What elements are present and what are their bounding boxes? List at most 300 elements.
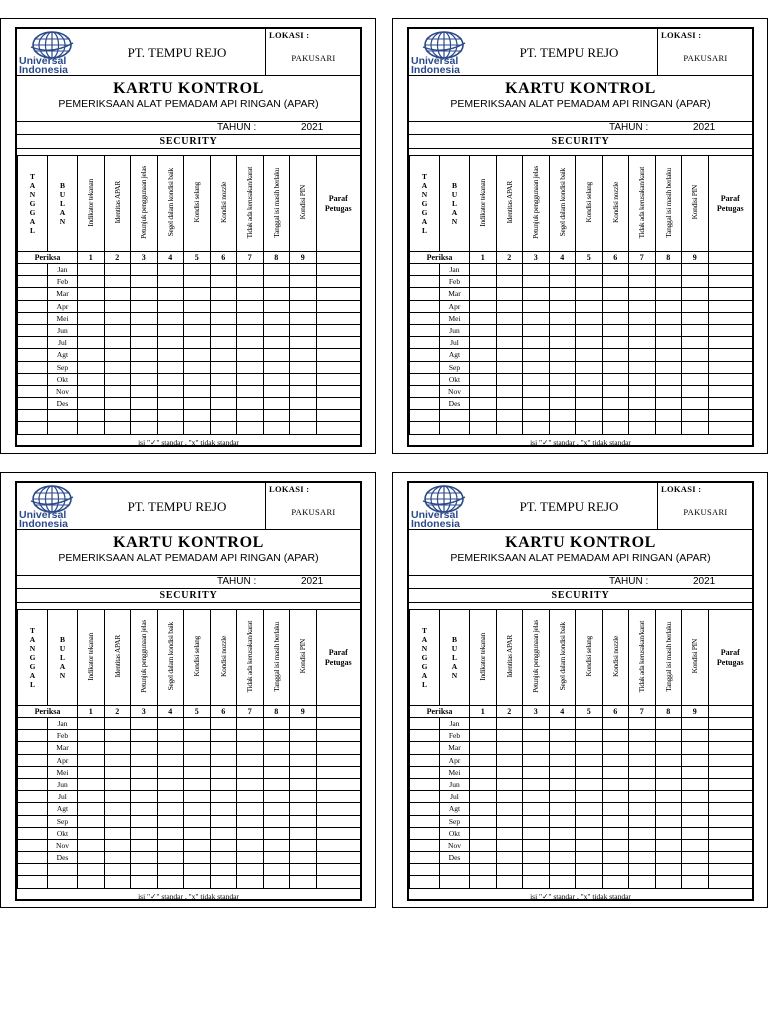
check-cell[interactable] bbox=[104, 876, 131, 888]
check-cell[interactable] bbox=[655, 385, 682, 397]
paraf-cell[interactable] bbox=[708, 778, 753, 790]
check-cell[interactable] bbox=[131, 288, 158, 300]
check-cell[interactable] bbox=[184, 864, 211, 876]
check-cell[interactable] bbox=[602, 373, 629, 385]
check-cell[interactable] bbox=[104, 288, 131, 300]
tanggal-cell[interactable] bbox=[18, 398, 48, 410]
check-cell[interactable] bbox=[184, 766, 211, 778]
check-cell[interactable] bbox=[523, 754, 550, 766]
check-cell[interactable] bbox=[602, 337, 629, 349]
check-cell[interactable] bbox=[237, 766, 264, 778]
check-cell[interactable] bbox=[290, 398, 317, 410]
paraf-cell[interactable] bbox=[316, 288, 361, 300]
check-cell[interactable] bbox=[496, 349, 523, 361]
check-cell[interactable] bbox=[470, 373, 497, 385]
paraf-cell[interactable] bbox=[708, 754, 753, 766]
check-cell[interactable] bbox=[237, 718, 264, 730]
check-cell[interactable] bbox=[290, 718, 317, 730]
check-cell[interactable] bbox=[470, 410, 497, 422]
tanggal-cell[interactable] bbox=[18, 815, 48, 827]
check-cell[interactable] bbox=[131, 766, 158, 778]
check-cell[interactable] bbox=[655, 373, 682, 385]
tanggal-cell[interactable] bbox=[410, 349, 440, 361]
check-cell[interactable] bbox=[549, 422, 576, 434]
check-cell[interactable] bbox=[184, 324, 211, 336]
check-cell[interactable] bbox=[602, 827, 629, 839]
paraf-cell[interactable] bbox=[316, 742, 361, 754]
check-cell[interactable] bbox=[655, 839, 682, 851]
check-cell[interactable] bbox=[237, 730, 264, 742]
check-cell[interactable] bbox=[157, 337, 184, 349]
paraf-cell[interactable] bbox=[316, 410, 361, 422]
check-cell[interactable] bbox=[602, 742, 629, 754]
check-cell[interactable] bbox=[104, 422, 131, 434]
check-cell[interactable] bbox=[184, 742, 211, 754]
check-cell[interactable] bbox=[523, 312, 550, 324]
check-cell[interactable] bbox=[629, 754, 656, 766]
check-cell[interactable] bbox=[629, 349, 656, 361]
check-cell[interactable] bbox=[629, 876, 656, 888]
check-cell[interactable] bbox=[184, 300, 211, 312]
tanggal-cell[interactable] bbox=[18, 827, 48, 839]
tanggal-cell[interactable] bbox=[410, 300, 440, 312]
check-cell[interactable] bbox=[496, 422, 523, 434]
check-cell[interactable] bbox=[184, 803, 211, 815]
tanggal-cell[interactable] bbox=[18, 361, 48, 373]
check-cell[interactable] bbox=[290, 349, 317, 361]
check-cell[interactable] bbox=[290, 754, 317, 766]
tanggal-cell[interactable] bbox=[410, 276, 440, 288]
check-cell[interactable] bbox=[523, 766, 550, 778]
check-cell[interactable] bbox=[104, 324, 131, 336]
check-cell[interactable] bbox=[210, 803, 237, 815]
check-cell[interactable] bbox=[78, 422, 105, 434]
check-cell[interactable] bbox=[104, 718, 131, 730]
tanggal-cell[interactable] bbox=[18, 766, 48, 778]
check-cell[interactable] bbox=[629, 778, 656, 790]
check-cell[interactable] bbox=[184, 827, 211, 839]
check-cell[interactable] bbox=[237, 778, 264, 790]
check-cell[interactable] bbox=[237, 742, 264, 754]
check-cell[interactable] bbox=[576, 766, 603, 778]
check-cell[interactable] bbox=[549, 754, 576, 766]
check-cell[interactable] bbox=[629, 312, 656, 324]
check-cell[interactable] bbox=[576, 385, 603, 397]
paraf-cell[interactable] bbox=[316, 718, 361, 730]
check-cell[interactable] bbox=[602, 300, 629, 312]
check-cell[interactable] bbox=[104, 864, 131, 876]
paraf-cell[interactable] bbox=[316, 276, 361, 288]
check-cell[interactable] bbox=[655, 324, 682, 336]
check-cell[interactable] bbox=[290, 864, 317, 876]
tanggal-cell[interactable] bbox=[410, 815, 440, 827]
check-cell[interactable] bbox=[576, 852, 603, 864]
check-cell[interactable] bbox=[78, 361, 105, 373]
check-cell[interactable] bbox=[290, 766, 317, 778]
check-cell[interactable] bbox=[290, 852, 317, 864]
tanggal-cell[interactable] bbox=[410, 398, 440, 410]
check-cell[interactable] bbox=[131, 337, 158, 349]
check-cell[interactable] bbox=[470, 852, 497, 864]
check-cell[interactable] bbox=[523, 276, 550, 288]
check-cell[interactable] bbox=[157, 876, 184, 888]
check-cell[interactable] bbox=[549, 815, 576, 827]
check-cell[interactable] bbox=[523, 742, 550, 754]
paraf-cell[interactable] bbox=[708, 373, 753, 385]
check-cell[interactable] bbox=[496, 288, 523, 300]
paraf-cell[interactable] bbox=[708, 803, 753, 815]
tanggal-cell[interactable] bbox=[410, 373, 440, 385]
check-cell[interactable] bbox=[470, 778, 497, 790]
check-cell[interactable] bbox=[470, 815, 497, 827]
paraf-cell[interactable] bbox=[316, 766, 361, 778]
check-cell[interactable] bbox=[682, 864, 709, 876]
check-cell[interactable] bbox=[78, 803, 105, 815]
check-cell[interactable] bbox=[131, 349, 158, 361]
check-cell[interactable] bbox=[290, 410, 317, 422]
check-cell[interactable] bbox=[157, 766, 184, 778]
check-cell[interactable] bbox=[602, 778, 629, 790]
tanggal-cell[interactable] bbox=[18, 839, 48, 851]
check-cell[interactable] bbox=[523, 827, 550, 839]
check-cell[interactable] bbox=[237, 827, 264, 839]
check-cell[interactable] bbox=[290, 373, 317, 385]
check-cell[interactable] bbox=[237, 288, 264, 300]
paraf-cell[interactable] bbox=[708, 815, 753, 827]
check-cell[interactable] bbox=[157, 827, 184, 839]
paraf-cell[interactable] bbox=[708, 839, 753, 851]
check-cell[interactable] bbox=[629, 815, 656, 827]
check-cell[interactable] bbox=[629, 718, 656, 730]
check-cell[interactable] bbox=[157, 422, 184, 434]
check-cell[interactable] bbox=[157, 754, 184, 766]
check-cell[interactable] bbox=[602, 839, 629, 851]
check-cell[interactable] bbox=[184, 398, 211, 410]
check-cell[interactable] bbox=[576, 803, 603, 815]
check-cell[interactable] bbox=[470, 385, 497, 397]
check-cell[interactable] bbox=[157, 864, 184, 876]
check-cell[interactable] bbox=[290, 827, 317, 839]
check-cell[interactable] bbox=[78, 324, 105, 336]
check-cell[interactable] bbox=[78, 742, 105, 754]
check-cell[interactable] bbox=[682, 876, 709, 888]
check-cell[interactable] bbox=[263, 361, 290, 373]
check-cell[interactable] bbox=[237, 839, 264, 851]
check-cell[interactable] bbox=[237, 791, 264, 803]
check-cell[interactable] bbox=[655, 264, 682, 276]
paraf-cell[interactable] bbox=[708, 312, 753, 324]
check-cell[interactable] bbox=[655, 766, 682, 778]
check-cell[interactable] bbox=[629, 422, 656, 434]
check-cell[interactable] bbox=[655, 730, 682, 742]
check-cell[interactable] bbox=[263, 349, 290, 361]
check-cell[interactable] bbox=[131, 791, 158, 803]
check-cell[interactable] bbox=[496, 312, 523, 324]
check-cell[interactable] bbox=[682, 324, 709, 336]
check-cell[interactable] bbox=[210, 324, 237, 336]
tanggal-cell[interactable] bbox=[18, 718, 48, 730]
paraf-cell[interactable] bbox=[708, 730, 753, 742]
check-cell[interactable] bbox=[104, 791, 131, 803]
check-cell[interactable] bbox=[210, 288, 237, 300]
check-cell[interactable] bbox=[131, 385, 158, 397]
check-cell[interactable] bbox=[523, 864, 550, 876]
check-cell[interactable] bbox=[496, 373, 523, 385]
paraf-cell[interactable] bbox=[708, 864, 753, 876]
check-cell[interactable] bbox=[210, 754, 237, 766]
check-cell[interactable] bbox=[602, 385, 629, 397]
check-cell[interactable] bbox=[629, 791, 656, 803]
check-cell[interactable] bbox=[682, 803, 709, 815]
check-cell[interactable] bbox=[470, 754, 497, 766]
check-cell[interactable] bbox=[78, 264, 105, 276]
check-cell[interactable] bbox=[576, 324, 603, 336]
check-cell[interactable] bbox=[549, 718, 576, 730]
check-cell[interactable] bbox=[470, 288, 497, 300]
check-cell[interactable] bbox=[131, 876, 158, 888]
check-cell[interactable] bbox=[131, 742, 158, 754]
check-cell[interactable] bbox=[576, 288, 603, 300]
check-cell[interactable] bbox=[210, 742, 237, 754]
check-cell[interactable] bbox=[682, 754, 709, 766]
paraf-cell[interactable] bbox=[708, 349, 753, 361]
check-cell[interactable] bbox=[290, 324, 317, 336]
check-cell[interactable] bbox=[78, 337, 105, 349]
check-cell[interactable] bbox=[263, 288, 290, 300]
check-cell[interactable] bbox=[263, 730, 290, 742]
check-cell[interactable] bbox=[655, 742, 682, 754]
tanggal-cell[interactable] bbox=[18, 385, 48, 397]
paraf-cell[interactable] bbox=[708, 791, 753, 803]
check-cell[interactable] bbox=[576, 876, 603, 888]
check-cell[interactable] bbox=[470, 312, 497, 324]
check-cell[interactable] bbox=[290, 803, 317, 815]
tanggal-cell[interactable] bbox=[410, 361, 440, 373]
check-cell[interactable] bbox=[210, 264, 237, 276]
check-cell[interactable] bbox=[470, 276, 497, 288]
check-cell[interactable] bbox=[655, 778, 682, 790]
tanggal-cell[interactable] bbox=[410, 324, 440, 336]
check-cell[interactable] bbox=[290, 839, 317, 851]
check-cell[interactable] bbox=[104, 803, 131, 815]
check-cell[interactable] bbox=[157, 276, 184, 288]
tanggal-cell[interactable] bbox=[18, 410, 48, 422]
check-cell[interactable] bbox=[78, 718, 105, 730]
check-cell[interactable] bbox=[496, 398, 523, 410]
check-cell[interactable] bbox=[78, 876, 105, 888]
check-cell[interactable] bbox=[470, 398, 497, 410]
paraf-cell[interactable] bbox=[708, 827, 753, 839]
check-cell[interactable] bbox=[104, 312, 131, 324]
check-cell[interactable] bbox=[78, 398, 105, 410]
check-cell[interactable] bbox=[290, 385, 317, 397]
check-cell[interactable] bbox=[496, 337, 523, 349]
check-cell[interactable] bbox=[131, 361, 158, 373]
check-cell[interactable] bbox=[523, 300, 550, 312]
check-cell[interactable] bbox=[496, 324, 523, 336]
check-cell[interactable] bbox=[210, 778, 237, 790]
check-cell[interactable] bbox=[184, 385, 211, 397]
check-cell[interactable] bbox=[629, 839, 656, 851]
check-cell[interactable] bbox=[210, 337, 237, 349]
check-cell[interactable] bbox=[576, 791, 603, 803]
check-cell[interactable] bbox=[210, 385, 237, 397]
check-cell[interactable] bbox=[78, 730, 105, 742]
paraf-cell[interactable] bbox=[708, 264, 753, 276]
check-cell[interactable] bbox=[470, 791, 497, 803]
check-cell[interactable] bbox=[184, 276, 211, 288]
check-cell[interactable] bbox=[290, 312, 317, 324]
tanggal-cell[interactable] bbox=[410, 385, 440, 397]
check-cell[interactable] bbox=[78, 766, 105, 778]
check-cell[interactable] bbox=[104, 742, 131, 754]
tanggal-cell[interactable] bbox=[410, 422, 440, 434]
check-cell[interactable] bbox=[263, 742, 290, 754]
tanggal-cell[interactable] bbox=[18, 312, 48, 324]
check-cell[interactable] bbox=[131, 300, 158, 312]
check-cell[interactable] bbox=[655, 349, 682, 361]
check-cell[interactable] bbox=[237, 373, 264, 385]
check-cell[interactable] bbox=[184, 288, 211, 300]
check-cell[interactable] bbox=[263, 312, 290, 324]
check-cell[interactable] bbox=[210, 410, 237, 422]
check-cell[interactable] bbox=[210, 864, 237, 876]
check-cell[interactable] bbox=[629, 864, 656, 876]
paraf-cell[interactable] bbox=[316, 252, 361, 264]
check-cell[interactable] bbox=[184, 312, 211, 324]
check-cell[interactable] bbox=[655, 398, 682, 410]
paraf-cell[interactable] bbox=[316, 827, 361, 839]
tanggal-cell[interactable] bbox=[18, 300, 48, 312]
check-cell[interactable] bbox=[470, 361, 497, 373]
check-cell[interactable] bbox=[290, 337, 317, 349]
check-cell[interactable] bbox=[263, 839, 290, 851]
tanggal-cell[interactable] bbox=[410, 827, 440, 839]
check-cell[interactable] bbox=[210, 766, 237, 778]
paraf-cell[interactable] bbox=[708, 742, 753, 754]
check-cell[interactable] bbox=[602, 288, 629, 300]
tanggal-cell[interactable] bbox=[410, 778, 440, 790]
check-cell[interactable] bbox=[496, 361, 523, 373]
check-cell[interactable] bbox=[576, 730, 603, 742]
check-cell[interactable] bbox=[263, 766, 290, 778]
check-cell[interactable] bbox=[655, 718, 682, 730]
check-cell[interactable] bbox=[576, 337, 603, 349]
check-cell[interactable] bbox=[576, 312, 603, 324]
check-cell[interactable] bbox=[655, 410, 682, 422]
tanggal-cell[interactable] bbox=[410, 876, 440, 888]
check-cell[interactable] bbox=[263, 827, 290, 839]
check-cell[interactable] bbox=[682, 742, 709, 754]
check-cell[interactable] bbox=[576, 300, 603, 312]
tanggal-cell[interactable] bbox=[410, 839, 440, 851]
check-cell[interactable] bbox=[523, 324, 550, 336]
check-cell[interactable] bbox=[210, 300, 237, 312]
check-cell[interactable] bbox=[682, 815, 709, 827]
check-cell[interactable] bbox=[629, 324, 656, 336]
check-cell[interactable] bbox=[576, 410, 603, 422]
check-cell[interactable] bbox=[290, 778, 317, 790]
check-cell[interactable] bbox=[470, 300, 497, 312]
check-cell[interactable] bbox=[602, 803, 629, 815]
tanggal-cell[interactable] bbox=[18, 754, 48, 766]
check-cell[interactable] bbox=[104, 839, 131, 851]
check-cell[interactable] bbox=[104, 361, 131, 373]
check-cell[interactable] bbox=[210, 876, 237, 888]
check-cell[interactable] bbox=[496, 718, 523, 730]
tanggal-cell[interactable] bbox=[410, 718, 440, 730]
check-cell[interactable] bbox=[629, 264, 656, 276]
paraf-cell[interactable] bbox=[708, 361, 753, 373]
check-cell[interactable] bbox=[523, 264, 550, 276]
check-cell[interactable] bbox=[496, 791, 523, 803]
check-cell[interactable] bbox=[602, 718, 629, 730]
check-cell[interactable] bbox=[549, 742, 576, 754]
check-cell[interactable] bbox=[602, 264, 629, 276]
check-cell[interactable] bbox=[549, 730, 576, 742]
check-cell[interactable] bbox=[210, 349, 237, 361]
check-cell[interactable] bbox=[523, 288, 550, 300]
check-cell[interactable] bbox=[184, 373, 211, 385]
paraf-cell[interactable] bbox=[316, 312, 361, 324]
check-cell[interactable] bbox=[523, 398, 550, 410]
check-cell[interactable] bbox=[184, 839, 211, 851]
paraf-cell[interactable] bbox=[708, 324, 753, 336]
check-cell[interactable] bbox=[682, 398, 709, 410]
check-cell[interactable] bbox=[78, 385, 105, 397]
check-cell[interactable] bbox=[78, 373, 105, 385]
check-cell[interactable] bbox=[104, 815, 131, 827]
check-cell[interactable] bbox=[184, 778, 211, 790]
check-cell[interactable] bbox=[78, 864, 105, 876]
check-cell[interactable] bbox=[602, 276, 629, 288]
check-cell[interactable] bbox=[549, 766, 576, 778]
check-cell[interactable] bbox=[263, 778, 290, 790]
check-cell[interactable] bbox=[157, 300, 184, 312]
check-cell[interactable] bbox=[157, 730, 184, 742]
check-cell[interactable] bbox=[496, 803, 523, 815]
check-cell[interactable] bbox=[549, 852, 576, 864]
check-cell[interactable] bbox=[470, 730, 497, 742]
check-cell[interactable] bbox=[496, 827, 523, 839]
check-cell[interactable] bbox=[210, 398, 237, 410]
check-cell[interactable] bbox=[157, 361, 184, 373]
check-cell[interactable] bbox=[496, 815, 523, 827]
check-cell[interactable] bbox=[496, 852, 523, 864]
check-cell[interactable] bbox=[682, 718, 709, 730]
check-cell[interactable] bbox=[157, 742, 184, 754]
check-cell[interactable] bbox=[78, 754, 105, 766]
check-cell[interactable] bbox=[263, 264, 290, 276]
check-cell[interactable] bbox=[131, 312, 158, 324]
check-cell[interactable] bbox=[157, 288, 184, 300]
check-cell[interactable] bbox=[237, 864, 264, 876]
check-cell[interactable] bbox=[131, 718, 158, 730]
check-cell[interactable] bbox=[263, 791, 290, 803]
check-cell[interactable] bbox=[157, 312, 184, 324]
check-cell[interactable] bbox=[263, 864, 290, 876]
check-cell[interactable] bbox=[496, 778, 523, 790]
check-cell[interactable] bbox=[237, 276, 264, 288]
paraf-cell[interactable] bbox=[316, 385, 361, 397]
check-cell[interactable] bbox=[237, 324, 264, 336]
check-cell[interactable] bbox=[237, 361, 264, 373]
check-cell[interactable] bbox=[263, 422, 290, 434]
check-cell[interactable] bbox=[470, 264, 497, 276]
paraf-cell[interactable] bbox=[708, 398, 753, 410]
check-cell[interactable] bbox=[184, 876, 211, 888]
check-cell[interactable] bbox=[157, 385, 184, 397]
